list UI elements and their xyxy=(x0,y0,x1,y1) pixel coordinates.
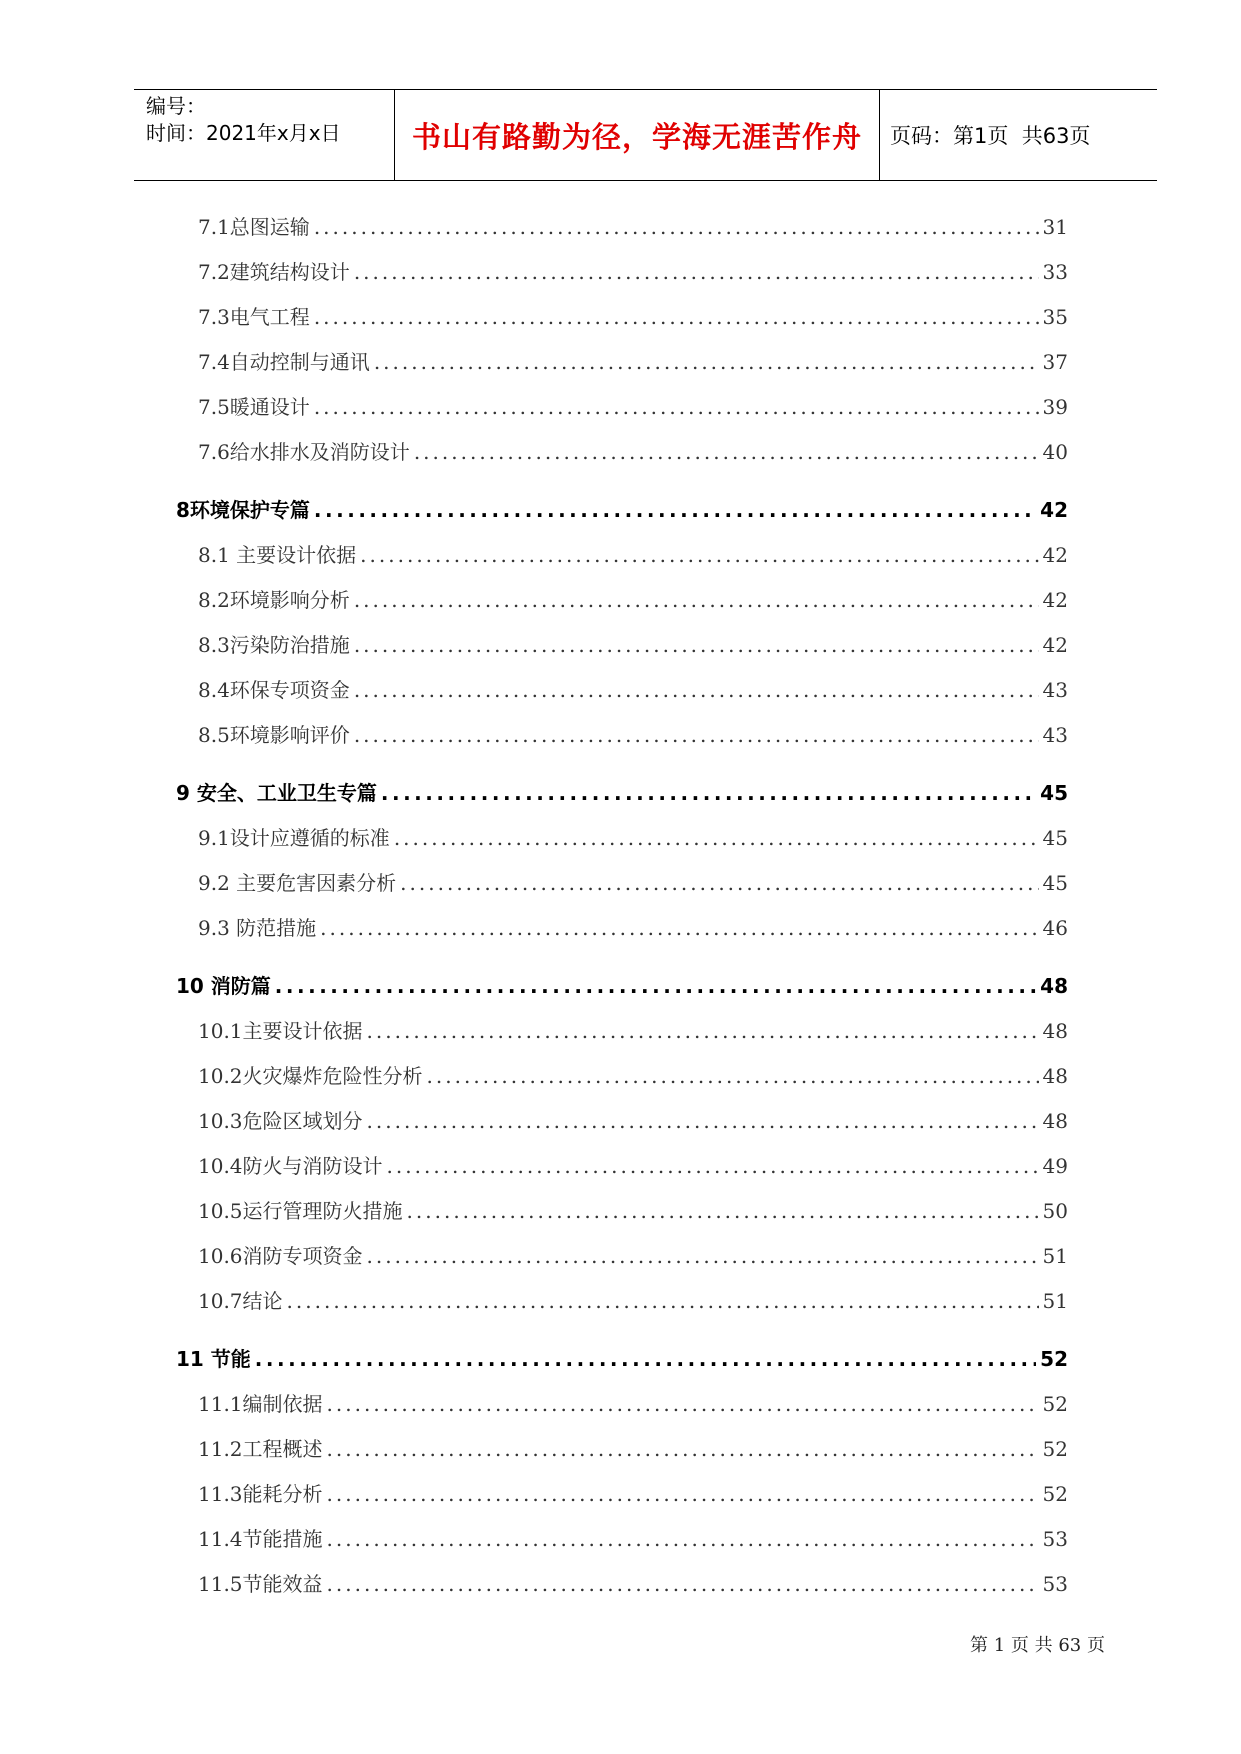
toc-entry-page-number: 48 xyxy=(1042,1064,1068,1088)
toc-chapter-entry[interactable] xyxy=(176,970,1068,999)
toc-section-entry[interactable] xyxy=(198,436,1068,465)
toc-dot-leader xyxy=(407,1199,1039,1223)
toc-entry-page-number: 46 xyxy=(1042,916,1068,940)
toc-dot-leader xyxy=(320,916,1038,940)
toc-entry-title: 9 安全、工业卫生专篇 xyxy=(176,781,377,805)
document-number-label: 编号： xyxy=(146,94,206,118)
toc-entry-title: 10.7结论 xyxy=(198,1289,283,1313)
toc-entry-title: 9.1设计应遵循的标准 xyxy=(198,826,390,850)
toc-dot-leader xyxy=(360,543,1038,567)
toc-section-entry[interactable] xyxy=(198,1240,1068,1269)
toc-entry-page-number: 39 xyxy=(1042,395,1068,419)
toc-entry-page-number: 52 xyxy=(1042,1437,1068,1461)
toc-section-entry[interactable] xyxy=(198,1285,1068,1314)
toc-chapter-entry[interactable] xyxy=(176,494,1068,523)
toc-entry-title: 11 节能 xyxy=(176,1347,251,1371)
toc-entry-page-number: 51 xyxy=(1042,1289,1068,1313)
toc-chapter-entry[interactable] xyxy=(176,777,1068,806)
toc-dot-leader xyxy=(327,1437,1039,1461)
toc-entry-page-number: 51 xyxy=(1042,1244,1068,1268)
toc-dot-leader xyxy=(367,1019,1039,1043)
toc-dot-leader xyxy=(327,1482,1039,1506)
toc-entry-page-number: 45 xyxy=(1042,871,1068,895)
toc-entry-title: 10.5运行管理防火措施 xyxy=(198,1199,403,1223)
toc-dot-leader xyxy=(327,1572,1039,1596)
toc-dot-leader xyxy=(367,1109,1039,1133)
toc-dot-leader xyxy=(287,1289,1039,1313)
toc-entry-title: 7.5暖通设计 xyxy=(198,395,310,419)
toc-entry-page-number: 49 xyxy=(1042,1154,1068,1178)
toc-entry-title: 11.4节能措施 xyxy=(198,1527,323,1551)
toc-entry-page-number: 53 xyxy=(1042,1527,1068,1551)
toc-entry-title: 7.6给水排水及消防设计 xyxy=(198,440,410,464)
toc-dot-leader xyxy=(354,723,1039,747)
toc-entry-page-number: 42 xyxy=(1042,543,1068,567)
toc-dot-leader xyxy=(400,871,1038,895)
toc-entry-page-number: 43 xyxy=(1042,723,1068,747)
toc-entry-title: 11.5节能效益 xyxy=(198,1572,323,1596)
toc-entry-title: 8.2环境影响分析 xyxy=(198,588,350,612)
toc-section-entry[interactable] xyxy=(198,1388,1068,1417)
toc-entry-page-number: 53 xyxy=(1042,1572,1068,1596)
toc-section-entry[interactable] xyxy=(198,719,1068,748)
toc-section-entry[interactable] xyxy=(198,1478,1068,1507)
toc-entry-page-number: 33 xyxy=(1042,260,1068,284)
header-motto: 书山有路勤为径，学海无涯苦作舟 xyxy=(411,119,862,154)
toc-entry-page-number: 45 xyxy=(1042,826,1068,850)
toc-dot-leader xyxy=(354,260,1039,284)
toc-dot-leader xyxy=(354,588,1039,612)
toc-section-entry[interactable] xyxy=(198,539,1068,568)
toc-section-entry[interactable] xyxy=(198,391,1068,420)
toc-dot-leader xyxy=(354,633,1039,657)
toc-entry-title: 11.3能耗分析 xyxy=(198,1482,323,1506)
toc-entry-page-number: 35 xyxy=(1042,305,1068,329)
toc-dot-leader xyxy=(275,974,1036,998)
toc-entry-page-number: 52 xyxy=(1042,1482,1068,1506)
toc-dot-leader xyxy=(314,395,1039,419)
toc-dot-leader xyxy=(374,350,1039,374)
toc-entry-title: 7.1总图运输 xyxy=(198,215,310,239)
toc-section-entry[interactable] xyxy=(198,211,1068,240)
toc-section-entry[interactable] xyxy=(198,584,1068,613)
toc-entry-title: 9.3 防范措施 xyxy=(198,916,317,940)
toc-dot-leader xyxy=(255,1347,1036,1371)
toc-entry-title: 9.2 主要危害因素分析 xyxy=(198,871,397,895)
toc-dot-leader xyxy=(414,440,1039,464)
toc-section-entry[interactable] xyxy=(198,1433,1068,1462)
toc-entry-page-number: 37 xyxy=(1042,350,1068,374)
toc-entry-page-number: 48 xyxy=(1042,1109,1068,1133)
toc-entry-page-number: 52 xyxy=(1040,1347,1068,1371)
toc-dot-leader xyxy=(327,1527,1039,1551)
toc-entry-title: 8环境保护专篇 xyxy=(176,498,310,522)
toc-entry-title: 8.4环保专项资金 xyxy=(198,678,350,702)
toc-entry-title: 10.4防火与消防设计 xyxy=(198,1154,383,1178)
toc-section-entry[interactable] xyxy=(198,912,1068,941)
toc-entry-page-number: 42 xyxy=(1040,498,1068,522)
toc-entry-page-number: 43 xyxy=(1042,678,1068,702)
toc-dot-leader xyxy=(367,1244,1039,1268)
toc-dot-leader xyxy=(381,781,1036,805)
toc-entry-title: 10 消防篇 xyxy=(176,974,271,998)
toc-section-entry[interactable] xyxy=(198,1060,1068,1089)
toc-section-entry[interactable] xyxy=(198,1568,1068,1597)
toc-entry-page-number: 48 xyxy=(1040,974,1068,998)
toc-entry-title: 7.2建筑结构设计 xyxy=(198,260,350,284)
toc-section-entry[interactable] xyxy=(198,867,1068,896)
toc-entry-page-number: 48 xyxy=(1042,1019,1068,1043)
toc-section-entry[interactable] xyxy=(198,674,1068,703)
toc-section-entry[interactable] xyxy=(198,1150,1068,1179)
toc-entry-page-number: 42 xyxy=(1042,633,1068,657)
toc-section-entry[interactable] xyxy=(198,1523,1068,1552)
toc-dot-leader xyxy=(387,1154,1039,1178)
toc-entry-title: 7.3电气工程 xyxy=(198,305,310,329)
toc-dot-leader xyxy=(327,1392,1039,1416)
toc-entry-page-number: 50 xyxy=(1042,1199,1068,1223)
toc-entry-page-number: 31 xyxy=(1042,215,1068,239)
toc-entry-title: 11.1编制依据 xyxy=(198,1392,323,1416)
toc-entry-page-number: 52 xyxy=(1042,1392,1068,1416)
toc-dot-leader xyxy=(314,498,1036,522)
toc-entry-title: 10.1主要设计依据 xyxy=(198,1019,363,1043)
toc-entry-title: 10.6消防专项资金 xyxy=(198,1244,363,1268)
toc-chapter-entry[interactable] xyxy=(176,1343,1068,1372)
toc-section-entry[interactable] xyxy=(198,1195,1068,1224)
header-page-info: 页码：第1页 共63页 xyxy=(890,124,1091,148)
toc-section-entry[interactable] xyxy=(198,629,1068,658)
toc-entry-page-number: 40 xyxy=(1042,440,1068,464)
toc-entry-title: 11.2工程概述 xyxy=(198,1437,323,1461)
toc-entry-title: 10.3危险区域划分 xyxy=(198,1109,363,1133)
toc-section-entry[interactable] xyxy=(198,822,1068,851)
toc-entry-title: 8.1 主要设计依据 xyxy=(198,543,357,567)
document-time: 时间：2021年x月x日 xyxy=(146,121,341,145)
toc-dot-leader xyxy=(354,678,1039,702)
toc-dot-leader xyxy=(314,305,1039,329)
toc-section-entry[interactable] xyxy=(198,346,1068,375)
toc-section-entry[interactable] xyxy=(198,1015,1068,1044)
toc-dot-leader xyxy=(427,1064,1039,1088)
toc-section-entry[interactable] xyxy=(198,1105,1068,1134)
page-footer: 第 1 页 共 63 页 xyxy=(970,1635,1105,1656)
toc-dot-leader xyxy=(314,215,1039,239)
toc-entry-page-number: 45 xyxy=(1040,781,1068,805)
toc-entry-page-number: 42 xyxy=(1042,588,1068,612)
toc-entry-title: 7.4自动控制与通讯 xyxy=(198,350,370,374)
toc-entry-title: 8.3污染防治措施 xyxy=(198,633,350,657)
toc-section-entry[interactable] xyxy=(198,301,1068,330)
toc-entry-title: 8.5环境影响评价 xyxy=(198,723,350,747)
toc-entry-title: 10.2火灾爆炸危险性分析 xyxy=(198,1064,423,1088)
toc-section-entry[interactable] xyxy=(198,256,1068,285)
toc-dot-leader xyxy=(394,826,1039,850)
